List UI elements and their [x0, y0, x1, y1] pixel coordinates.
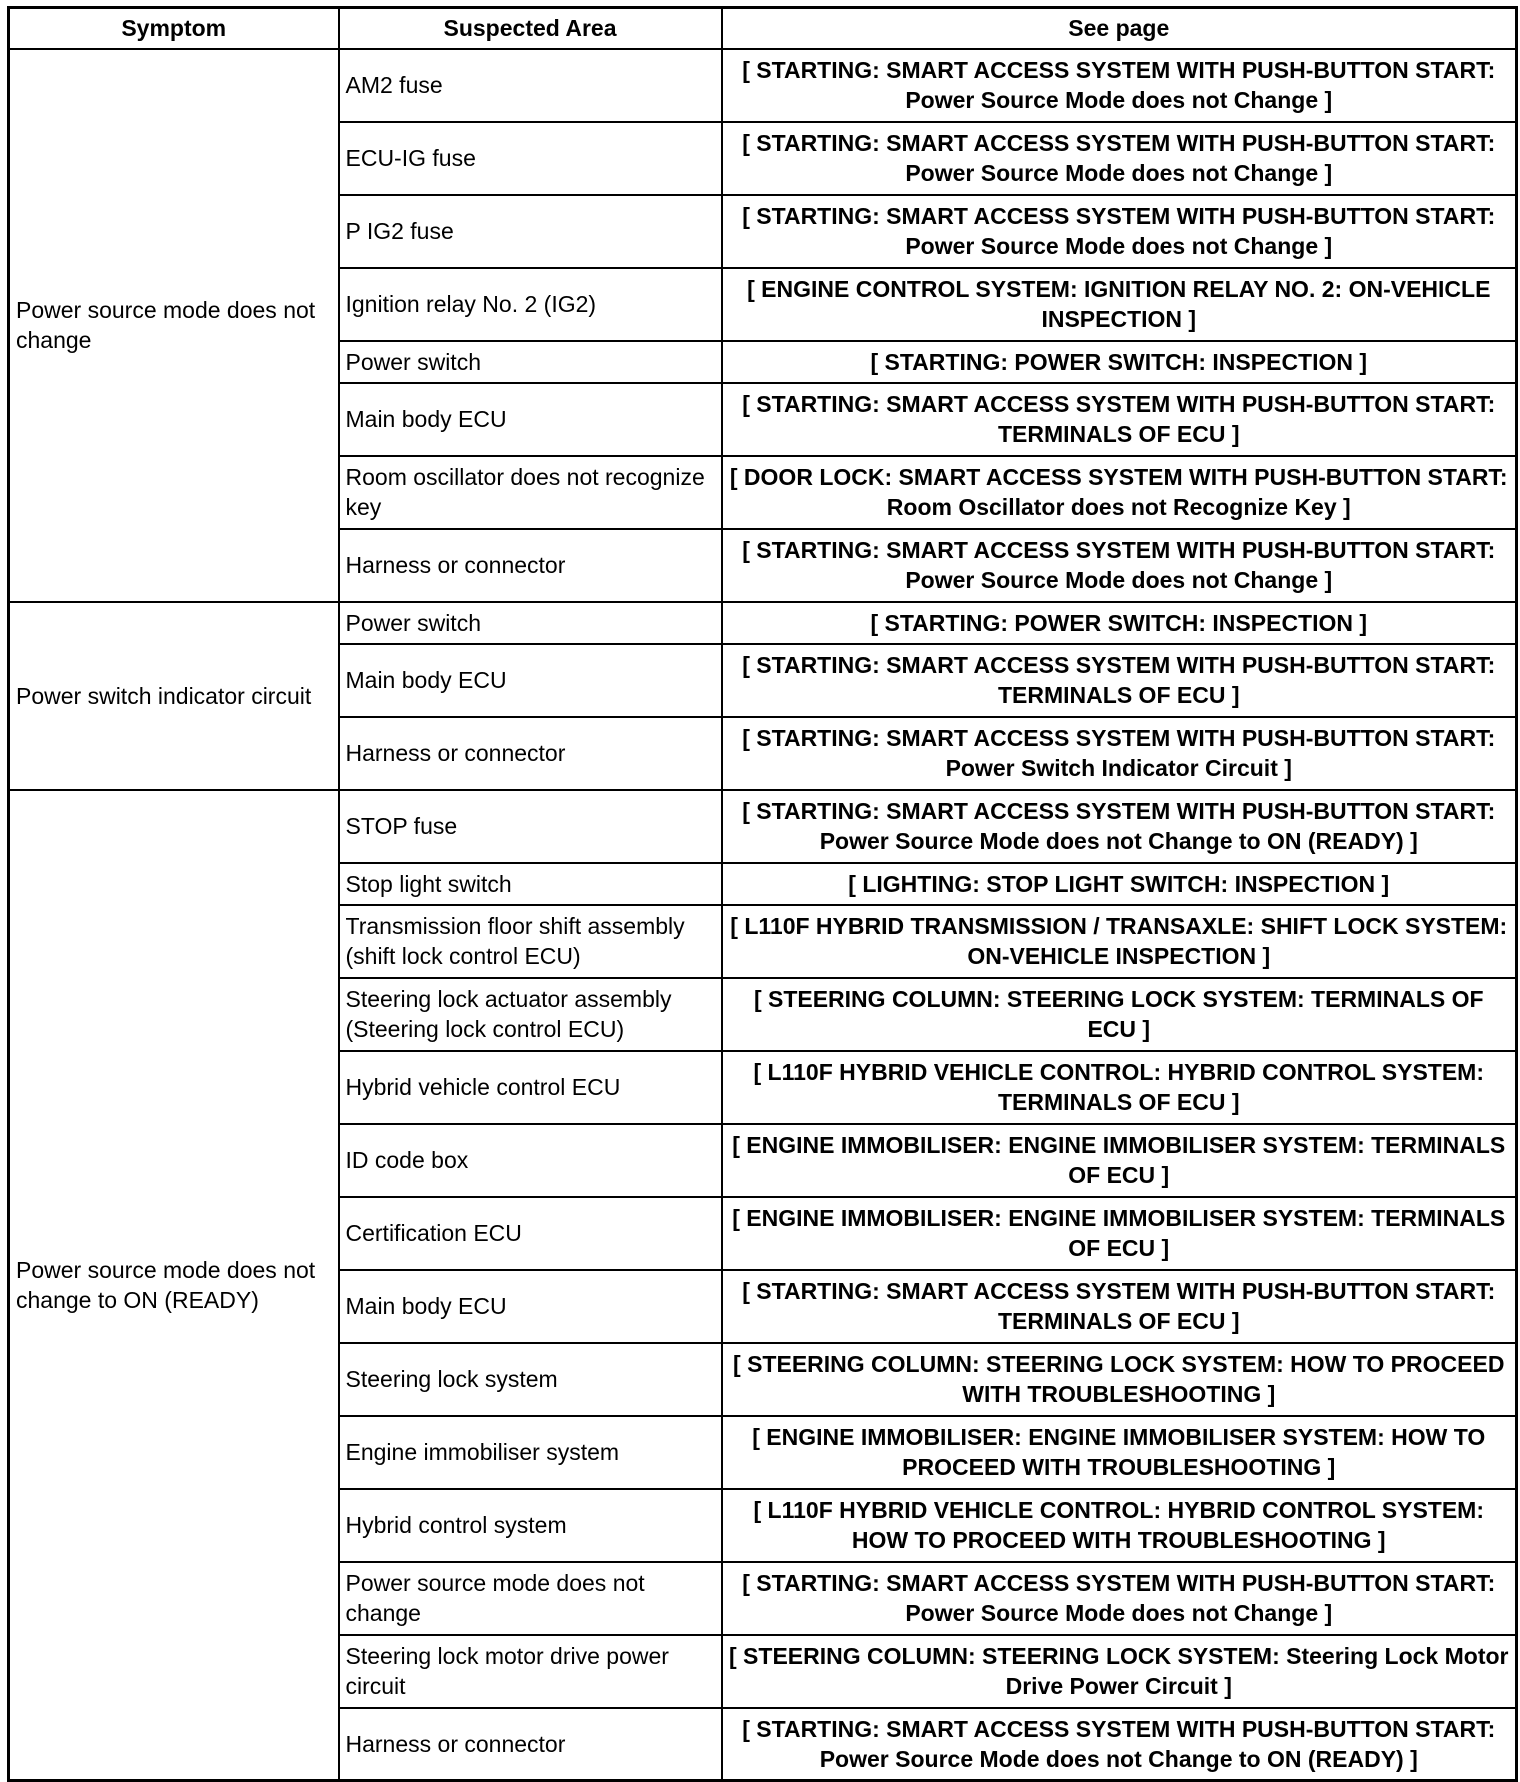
see-page-link[interactable]: [ STARTING: POWER SWITCH: INSPECTION ] [722, 341, 1517, 383]
suspected-area-cell: Ignition relay No. 2 (IG2) [339, 268, 722, 341]
header-row [9, 8, 1517, 49]
header-suspected-area: Suspected Area [339, 8, 722, 49]
suspected-area-cell: Main body ECU [339, 383, 722, 456]
suspected-area-cell: Harness or connector [339, 1708, 722, 1781]
symptom-cell: Power source mode does not change [9, 49, 339, 602]
suspected-area-cell: Power switch [339, 602, 722, 644]
see-page-link[interactable]: [ STEERING COLUMN: STEERING LOCK SYSTEM: Steering Lock Motor Drive Power Circuit ] [722, 1635, 1517, 1708]
table-row [9, 49, 1517, 122]
suspected-area-cell: Stop light switch [339, 863, 722, 905]
see-page-link[interactable]: [ STARTING: SMART ACCESS SYSTEM WITH PUSH-BUTTON START: Power Source Mode does not Change ] [722, 529, 1517, 602]
see-page-link[interactable]: [ L110F HYBRID VEHICLE CONTROL: HYBRID CONTROL SYSTEM: HOW TO PROCEED WITH TROUBLESHOOTING ] [722, 1489, 1517, 1562]
see-page-link[interactable]: [ STARTING: SMART ACCESS SYSTEM WITH PUSH-BUTTON START: Power Source Mode does not Change ] [722, 49, 1517, 122]
table-row [9, 790, 1517, 863]
suspected-area-cell: ID code box [339, 1124, 722, 1197]
suspected-area-cell: Hybrid vehicle control ECU [339, 1051, 722, 1124]
see-page-link[interactable]: [ L110F HYBRID TRANSMISSION / TRANSAXLE: SHIFT LOCK SYSTEM: ON-VEHICLE INSPECTION ] [722, 905, 1517, 978]
see-page-link[interactable]: [ DOOR LOCK: SMART ACCESS SYSTEM WITH PUSH-BUTTON START: Room Oscillator does not Recognize Key ] [722, 456, 1517, 529]
symptom-cell: Power source mode does not change to ON (READY) [9, 790, 339, 1781]
suspected-area-cell: Power source mode does not change [339, 1562, 722, 1635]
see-page-link[interactable]: [ ENGINE IMMOBILISER: ENGINE IMMOBILISER SYSTEM: TERMINALS OF ECU ] [722, 1197, 1517, 1270]
see-page-link[interactable]: [ STARTING: SMART ACCESS SYSTEM WITH PUSH-BUTTON START: TERMINALS OF ECU ] [722, 1270, 1517, 1343]
header-symptom: Symptom [9, 8, 339, 49]
suspected-area-cell: Steering lock system [339, 1343, 722, 1416]
suspected-area-cell: AM2 fuse [339, 49, 722, 122]
see-page-link[interactable]: [ STARTING: SMART ACCESS SYSTEM WITH PUSH-BUTTON START: Power Switch Indicator Circuit ] [722, 717, 1517, 790]
see-page-link[interactable]: [ STARTING: SMART ACCESS SYSTEM WITH PUSH-BUTTON START: Power Source Mode does not Change to ON (READY) ] [722, 1708, 1517, 1781]
suspected-area-cell: Certification ECU [339, 1197, 722, 1270]
suspected-area-cell: Main body ECU [339, 1270, 722, 1343]
suspected-area-cell: P IG2 fuse [339, 195, 722, 268]
suspected-area-cell: Transmission floor shift assembly (shift lock control ECU) [339, 905, 722, 978]
see-page-link[interactable]: [ STEERING COLUMN: STEERING LOCK SYSTEM: TERMINALS OF ECU ] [722, 978, 1517, 1051]
see-page-link[interactable]: [ STARTING: SMART ACCESS SYSTEM WITH PUSH-BUTTON START: Power Source Mode does not Change ] [722, 122, 1517, 195]
document [7, 6, 1518, 1782]
see-page-link[interactable]: [ ENGINE IMMOBILISER: ENGINE IMMOBILISER SYSTEM: HOW TO PROCEED WITH TROUBLESHOOTING ] [722, 1416, 1517, 1489]
see-page-link[interactable]: [ STEERING COLUMN: STEERING LOCK SYSTEM: HOW TO PROCEED WITH TROUBLESHOOTING ] [722, 1343, 1517, 1416]
header-see-page: See page [722, 8, 1517, 49]
see-page-link[interactable]: [ ENGINE CONTROL SYSTEM: IGNITION RELAY NO. 2: ON-VEHICLE INSPECTION ] [722, 268, 1517, 341]
suspected-area-cell: Main body ECU [339, 644, 722, 717]
see-page-link[interactable]: [ STARTING: SMART ACCESS SYSTEM WITH PUSH-BUTTON START: Power Source Mode does not Change ] [722, 1562, 1517, 1635]
suspected-area-cell: Steering lock motor drive power circuit [339, 1635, 722, 1708]
suspected-area-cell: Harness or connector [339, 529, 722, 602]
symptom-cell: Power switch indicator circuit [9, 602, 339, 790]
suspected-area-cell: STOP fuse [339, 790, 722, 863]
suspected-area-cell: Engine immobiliser system [339, 1416, 722, 1489]
see-page-link[interactable]: [ STARTING: SMART ACCESS SYSTEM WITH PUSH-BUTTON START: Power Source Mode does not Change to ON (READY) ] [722, 790, 1517, 863]
suspected-area-cell: Harness or connector [339, 717, 722, 790]
see-page-link[interactable]: [ ENGINE IMMOBILISER: ENGINE IMMOBILISER SYSTEM: TERMINALS OF ECU ] [722, 1124, 1517, 1197]
see-page-link[interactable]: [ STARTING: SMART ACCESS SYSTEM WITH PUSH-BUTTON START: TERMINALS OF ECU ] [722, 383, 1517, 456]
see-page-link[interactable]: [ STARTING: SMART ACCESS SYSTEM WITH PUSH-BUTTON START: TERMINALS OF ECU ] [722, 644, 1517, 717]
suspected-area-cell: Steering lock actuator assembly (Steering lock control ECU) [339, 978, 722, 1051]
suspected-area-cell: ECU-IG fuse [339, 122, 722, 195]
suspected-area-cell: Power switch [339, 341, 722, 383]
suspected-area-cell: Room oscillator does not recognize key [339, 456, 722, 529]
see-page-link[interactable]: [ LIGHTING: STOP LIGHT SWITCH: INSPECTION ] [722, 863, 1517, 905]
table-row [9, 602, 1517, 644]
see-page-link[interactable]: [ STARTING: SMART ACCESS SYSTEM WITH PUSH-BUTTON START: Power Source Mode does not Change ] [722, 195, 1517, 268]
see-page-link[interactable]: [ L110F HYBRID VEHICLE CONTROL: HYBRID CONTROL SYSTEM: TERMINALS OF ECU ] [722, 1051, 1517, 1124]
see-page-link[interactable]: [ STARTING: POWER SWITCH: INSPECTION ] [722, 602, 1517, 644]
troubleshooting-table [7, 6, 1518, 1782]
suspected-area-cell: Hybrid control system [339, 1489, 722, 1562]
